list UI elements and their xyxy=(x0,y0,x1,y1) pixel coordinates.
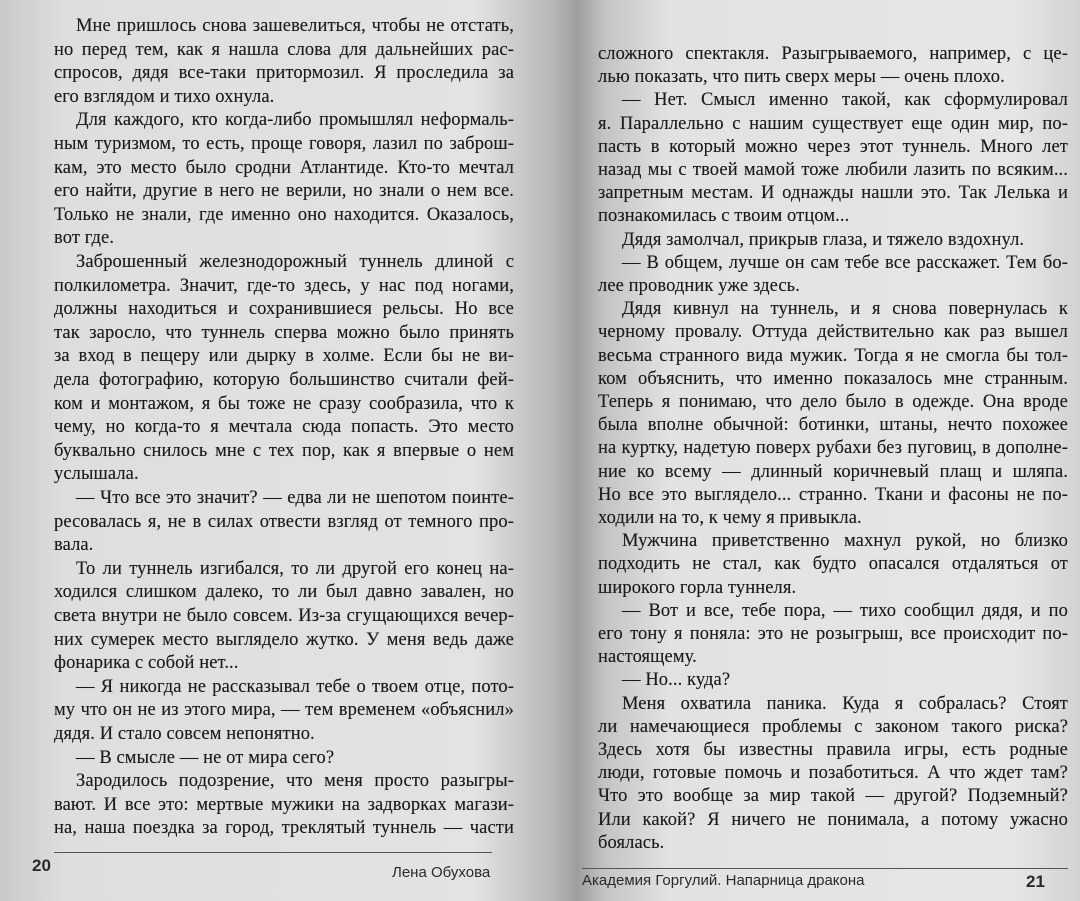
text-line: Теперь я понимаю, что дело было в одежде. Она вроде xyxy=(598,392,1068,412)
right-page xyxy=(556,0,1080,901)
text-line: ком объяснить, что именно показалось мне странным. xyxy=(598,368,1068,389)
text-line: его взглядом и тихо охнула. xyxy=(54,86,275,107)
text-line: была вполне обычной: ботинки, штаны, нечто похожее xyxy=(598,415,1068,436)
text-line: на куртку, надетую поверх рубахи без пуговиц, в дополне- xyxy=(598,438,1068,459)
text-line: — В общем, лучше он сам тебе все расскажет. Тем бо- xyxy=(622,252,1068,273)
text-line: познакомилась с твоим отцом... xyxy=(598,206,850,227)
text-line: Мужчина приветственно махнул рукой, но близко xyxy=(622,531,1068,552)
text-line: Только не знали, где именно оно находится. Оказалось, xyxy=(54,204,514,225)
text-line: кам, это место было сродни Атлантиде. Кто-то мечтал xyxy=(54,157,514,178)
text-line: но перед тем, как я нашла слова для дальнейших рас- xyxy=(54,39,514,60)
text-line: света внутри не было совсем. Из-за сгущающихся вечер- xyxy=(54,606,514,626)
text-line: дядя. И стало совсем непонятно. xyxy=(54,724,315,744)
text-line: — Нет. Смысл именно такой, как сформулировал xyxy=(622,90,1068,111)
text-line: вот где. xyxy=(54,228,115,249)
text-line: вала. xyxy=(54,535,94,556)
text-line: ходился слишком далеко, то ли был давно завален, но xyxy=(54,582,514,603)
text-line: я. Параллельно с нашим существует еще один мир, по- xyxy=(598,113,1068,134)
text-line: полкилометра. Значит, где-то здесь, у нас под ногами, xyxy=(54,275,514,296)
text-line: подходить не стал, как будто опасался отдаляться от xyxy=(598,554,1068,575)
text-line: сложного спектакля. Разыгрываемого, например, с це- xyxy=(598,44,1068,64)
text-line: ние ко всему — длинный коричневый плащ и шляпа. xyxy=(598,461,1068,482)
text-line: му что он не из этого мира, — тем временем «объяснил» xyxy=(54,700,514,721)
text-line: люди, готовые помочь и позаботиться. А что ждет там? xyxy=(598,763,1068,784)
text-line: настоящему. xyxy=(598,647,697,668)
text-line: — Я никогда не рассказывал тебе о твоем отце, пото- xyxy=(76,676,514,697)
text-line: То ли туннель изгибался, то ли другой его конец на- xyxy=(76,558,514,579)
text-line: них сумерек место выглядело жутко. У меня ведь даже xyxy=(54,629,514,650)
text-line: Здесь хотя бы известны правила игры, есть родные xyxy=(598,740,1068,760)
text-line: услышала. xyxy=(54,464,139,485)
text-line: Или какой? Я ничего не понимала, а потому ужасно xyxy=(598,809,1068,830)
text-line: — Вот и все, тебе пора, — тихо сообщил дядя, и по xyxy=(622,600,1068,621)
left-running-head: Лена Обухова xyxy=(392,864,491,881)
right-footer-rule xyxy=(582,868,1068,869)
text-line: черному провалу. Оттуда действительно как раз вышел xyxy=(598,322,1068,343)
text-line: Меня охватила паника. Куда я собралась? Стоят xyxy=(622,693,1068,714)
text-line: ным туризмом, то есть, проще говоря, лазил по заброш- xyxy=(54,134,514,154)
text-line: его найти, другие в него не верили, но знали о нем все. xyxy=(54,181,514,202)
text-line: спросов, дядя все-таки притормозил. Я проследила за xyxy=(54,63,514,84)
left-footer-rule xyxy=(54,852,492,853)
text-line: ходили на то, к чему я привыкла. xyxy=(598,508,862,528)
text-line: буквально снилось мне с тех пор, как я впервые о нем xyxy=(54,440,514,461)
text-line: пасть в который можно через этот туннель. Много лет xyxy=(598,136,1068,157)
text-line: Мне пришлось снова зашевелиться, чтобы не отстать, xyxy=(76,16,514,36)
text-line: вают. И все это: мертвые мужики на задворках магази- xyxy=(54,794,514,815)
text-line: должны находиться и сохранившиеся рельсы. Но все xyxy=(54,299,514,320)
right-running-head: Академия Горгулий. Напарница дракона xyxy=(582,872,865,889)
text-line: — Но... куда? xyxy=(622,670,731,691)
text-line: — Что все это значит? — едва ли не шепотом поинте- xyxy=(76,488,514,508)
text-line: его тону я поняла: это не розыгрыш, все происходит по- xyxy=(598,624,1068,644)
text-line: чему, но когда-то я мечтала сюда попасть. Это место xyxy=(54,417,514,438)
text-line: Для каждого, кто когда-либо промышлял неформаль- xyxy=(76,110,514,131)
text-line: фонарика с собой нет... xyxy=(54,653,239,674)
text-line: Дядя кивнул на туннель, и я снова повернулась к xyxy=(622,299,1068,320)
text-line: Дядя замолчал, прикрыв глаза, и тяжело вздохнул. xyxy=(622,229,1025,250)
text-line: на, наша поездка за город, треклятый туннель — части xyxy=(54,818,514,839)
right-page-number: 21 xyxy=(1026,872,1045,891)
text-line: дела фотографию, которую большинство считали фей- xyxy=(54,370,514,390)
text-line: весьма странного вида мужик. Тогда я не смогла бы тол- xyxy=(598,345,1068,366)
text-line: за вход в пещеру или дырку в холме. Если бы не ви- xyxy=(54,346,514,367)
text-line: так заросло, что туннель сперва можно было принять xyxy=(54,322,514,343)
text-line: — В смысле — не от мира сего? xyxy=(76,747,335,768)
text-line: Заброшенный железнодорожный туннель длиной с xyxy=(76,252,514,272)
text-line: ком и монтажом, я бы тоже не сразу сообразила, что к xyxy=(54,393,514,414)
text-line: Зародилось подозрение, что меня просто разыгры- xyxy=(76,771,514,792)
text-line: запретным местам. И однажды нашли это. Так Лелька и xyxy=(598,183,1068,204)
text-line: Но все это выглядело... странно. Ткани и фасоны не по- xyxy=(598,484,1068,505)
left-page-number: 20 xyxy=(32,856,51,875)
text-line: ресовалась я, не в силах отвести взгляд от темного про- xyxy=(54,511,514,532)
text-line: боялась. xyxy=(598,832,665,853)
text-line: широкого горла туннеля. xyxy=(598,577,797,598)
text-line: лее проводник уже здесь. xyxy=(598,276,800,296)
text-line: Что это вообще за мир такой — другой? Подземный? xyxy=(598,786,1068,807)
text-line: ли намечающиеся проблемы с законом такого риска? xyxy=(598,716,1068,737)
text-line: лью показать, что пить сверх меры — очень плохо. xyxy=(598,67,1005,88)
text-line: назад мы с твоей мамой тоже любили лазить по всяким... xyxy=(598,160,1068,180)
